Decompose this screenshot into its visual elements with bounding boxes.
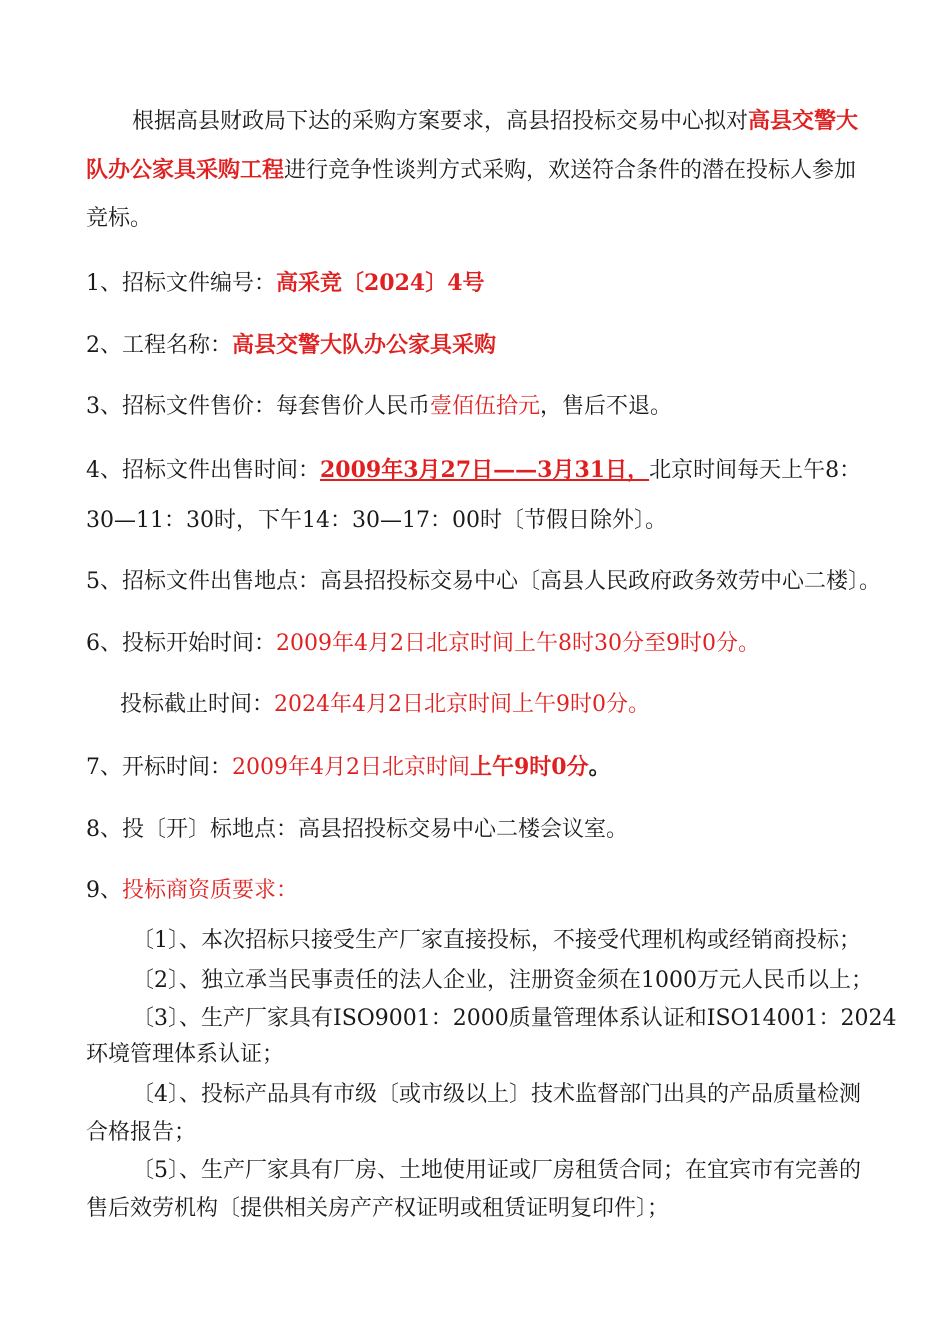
item-sale-time-line-2 [86, 506, 667, 536]
item-document-price [86, 392, 672, 422]
intro-text: 根据高县财政局下达的采购方案要求，高县招投标交易中心拟对 [132, 109, 749, 134]
requirement-text: 〔3〕、生产厂家具有ISO9001：2000质量管理体系认证和ISO14001：2024 [132, 1006, 897, 1031]
item-suffix: ，售后不退。 [540, 394, 673, 419]
item-label: 2、工程名称： [86, 333, 232, 358]
document-number-value: 高采竞〔2024〕4号 [276, 270, 485, 296]
item-bid-deadline [120, 690, 650, 720]
requirement-text: 售后效劳机构〔提供相关房产产权证明或租赁证明复印件〕； [86, 1196, 670, 1221]
qualifications-heading: 投标商资质要求： [122, 878, 299, 903]
project-name-highlight-cont: 队办公家具采购工程 [86, 157, 285, 183]
requirement-text: 环境管理体系认证； [86, 1042, 285, 1067]
project-name-value: 高县交警大队办公家具采购 [232, 332, 497, 358]
item-end: 。 [588, 754, 611, 780]
requirement-4 [132, 1080, 861, 1110]
item-opening-location [86, 815, 628, 845]
item-label: 6、投标开始时间： [86, 631, 276, 656]
item-qualifications [86, 876, 298, 906]
sale-location-text: 5、招标文件出售地点：高县招投标交易中心〔高县人民政府政务效劳中心二楼〕。 [86, 569, 881, 594]
intro-text: 竞标。 [86, 206, 153, 231]
requirement-text: 合格报告； [86, 1120, 197, 1145]
item-label: 投标截止时间： [120, 692, 275, 717]
requirement-3 [132, 1004, 897, 1034]
sale-period-value: 2009年3月27日——3月31日， [320, 457, 650, 483]
requirement-2 [132, 966, 873, 996]
item-label: 4、招标文件出售时间： [86, 458, 320, 483]
item-label: 1、招标文件编号： [86, 271, 276, 296]
requirement-5 [132, 1156, 861, 1186]
item-suffix: 北京时间每天上午8： [649, 458, 862, 483]
item-label: 3、招标文件售价：每套售价人民币 [86, 394, 430, 419]
requirement-text: 〔1〕、本次招标只接受生产厂家直接投标，不接受代理机构或经销商投标； [132, 928, 861, 953]
requirement-text: 〔5〕、生产厂家具有厂房、土地使用证或厂房租赁合同；在宜宾市有完善的 [132, 1158, 861, 1183]
item-number: 9、 [86, 878, 122, 903]
intro-line-3 [86, 204, 152, 234]
requirement-text: 〔4〕、投标产品具有市级〔或市级以上〕技术监督部门出具的产品质量检测 [132, 1082, 861, 1107]
bid-start-value: 2009年4月2日北京时间上午8时30分至9时0分。 [276, 631, 760, 656]
bid-deadline-value: 2024年4月2日北京时间上午9时0分。 [274, 692, 650, 717]
opening-time-value: 上午9时0分 [469, 754, 589, 780]
opening-location-text: 8、投〔开〕标地点：高县招投标交易中心二楼会议室。 [86, 817, 628, 842]
item-project-name [86, 330, 496, 361]
item-bid-start-time [86, 629, 760, 659]
opening-date-value: 2009年4月2日北京时间 [232, 755, 470, 780]
requirement-3-cont [86, 1040, 284, 1070]
item-label: 7、开标时间： [86, 755, 232, 780]
item-document-number [86, 268, 485, 299]
requirement-4-cont [86, 1118, 196, 1148]
item-opening-time [86, 752, 611, 783]
item-sale-time [86, 455, 861, 486]
intro-line-1 [132, 106, 858, 137]
requirement-5-cont [86, 1194, 669, 1224]
intro-line-2 [86, 155, 856, 186]
price-value: 壹佰伍拾元 [430, 394, 541, 419]
requirement-1 [132, 926, 861, 956]
intro-text: 进行竞争性谈判方式采购，欢送符合条件的潜在投标人参加 [284, 158, 857, 183]
requirement-text: 〔2〕、独立承当民事责任的法人企业，注册资金须在1000万元人民币以上； [132, 968, 873, 993]
project-name-highlight: 高县交警大 [748, 108, 859, 134]
item-sale-location [86, 567, 881, 597]
sale-hours-text: 30—11：30时，下午14：30—17：00时〔节假日除外〕。 [86, 508, 667, 533]
